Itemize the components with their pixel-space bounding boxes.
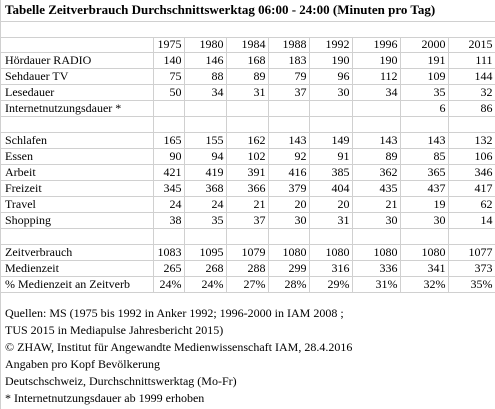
value-cell: 1080	[352, 245, 400, 261]
value-cell: 106	[448, 149, 495, 165]
value-cell: 109	[400, 69, 448, 85]
row-label: Freizeit	[1, 181, 153, 197]
value-cell: 96	[309, 69, 352, 85]
source-note: Quellen: MS (1975 bis 1992 in Anker 1992; 1996-2000 in IAM 2008 ;	[5, 306, 344, 320]
value-cell: 419	[184, 165, 226, 181]
value-cell: 345	[153, 181, 184, 197]
year-header-cell: 1980	[184, 37, 226, 53]
table-row	[1, 277, 495, 293]
value-cell	[184, 229, 226, 245]
value-cell: 29%	[309, 277, 352, 293]
value-cell: 365	[400, 165, 448, 181]
value-cell: 35%	[448, 277, 495, 293]
row-label: Internetnutzungsdauer *	[1, 101, 153, 117]
value-cell	[400, 117, 448, 133]
table-row	[1, 85, 495, 101]
year-header-cell: 1975	[153, 37, 184, 53]
table-row	[1, 69, 495, 85]
value-cell: 30	[352, 213, 400, 229]
table-row	[1, 149, 495, 165]
table-row	[1, 245, 495, 261]
source-note: * Internetnutzungsdauer ab 1999 erhoben	[5, 391, 205, 405]
value-cell	[268, 101, 309, 117]
value-cell: 28%	[268, 277, 309, 293]
value-cell	[226, 229, 268, 245]
value-cell: 50	[153, 85, 184, 101]
value-cell: 112	[352, 69, 400, 85]
table-row	[1, 197, 495, 213]
time-usage-table	[1, 37, 495, 293]
value-cell: 34	[352, 85, 400, 101]
value-cell: 86	[448, 101, 495, 117]
value-cell: 14	[448, 213, 495, 229]
year-header-cell: 2000	[400, 37, 448, 53]
value-cell: 88	[184, 69, 226, 85]
notes-block	[1, 305, 495, 407]
value-cell: 316	[309, 261, 352, 277]
year-header-cell: 1988	[268, 37, 309, 53]
value-cell: 21	[226, 197, 268, 213]
row-label: Essen	[1, 149, 153, 165]
value-cell: 341	[400, 261, 448, 277]
row-label: Hördauer RADIO	[1, 53, 153, 69]
value-cell: 89	[352, 149, 400, 165]
value-cell: 20	[309, 197, 352, 213]
year-header-cell: 1992	[309, 37, 352, 53]
row-label: Schlafen	[1, 133, 153, 149]
value-cell: 62	[448, 197, 495, 213]
value-cell: 85	[400, 149, 448, 165]
source-note: TUS 2015 in Mediapulse Jahresbericht 2015)	[5, 323, 224, 337]
empty-row	[1, 117, 495, 133]
value-cell	[226, 117, 268, 133]
value-cell: 31%	[352, 277, 400, 293]
value-cell	[400, 229, 448, 245]
value-cell	[153, 101, 184, 117]
year-header-cell: 1996	[352, 37, 400, 53]
value-cell: 165	[153, 133, 184, 149]
table-row	[1, 133, 495, 149]
value-cell	[448, 117, 495, 133]
value-cell: 140	[153, 53, 184, 69]
value-cell: 31	[226, 85, 268, 101]
row-label: Sehdauer TV	[1, 69, 153, 85]
value-cell: 32	[448, 85, 495, 101]
value-cell: 24%	[184, 277, 226, 293]
value-cell: 362	[352, 165, 400, 181]
value-cell: 102	[226, 149, 268, 165]
value-cell: 168	[226, 53, 268, 69]
value-cell: 79	[268, 69, 309, 85]
row-label: Arbeit	[1, 165, 153, 181]
value-cell: 190	[352, 53, 400, 69]
table-row	[1, 261, 495, 277]
value-cell: 90	[153, 149, 184, 165]
table-row	[1, 181, 495, 197]
value-cell: 416	[268, 165, 309, 181]
value-cell	[184, 117, 226, 133]
year-header-cell: 2015	[448, 37, 495, 53]
value-cell: 94	[184, 149, 226, 165]
value-cell: 143	[400, 133, 448, 149]
row-label	[1, 229, 153, 245]
value-cell: 1080	[268, 245, 309, 261]
value-cell: 24	[153, 197, 184, 213]
value-cell: 336	[352, 261, 400, 277]
value-cell: 30	[400, 213, 448, 229]
value-cell: 27%	[226, 277, 268, 293]
value-cell	[309, 117, 352, 133]
value-cell: 6	[400, 101, 448, 117]
value-cell	[352, 117, 400, 133]
value-cell	[352, 101, 400, 117]
value-cell: 146	[184, 53, 226, 69]
row-label: Medienzeit	[1, 261, 153, 277]
value-cell: 30	[268, 213, 309, 229]
table-row	[1, 213, 495, 229]
value-cell: 75	[153, 69, 184, 85]
value-cell: 1083	[153, 245, 184, 261]
value-cell: 92	[268, 149, 309, 165]
row-label: Shopping	[1, 213, 153, 229]
value-cell: 143	[352, 133, 400, 149]
value-cell: 190	[309, 53, 352, 69]
value-cell	[309, 229, 352, 245]
value-cell: 1080	[309, 245, 352, 261]
value-cell: 34	[184, 85, 226, 101]
value-cell: 30	[309, 85, 352, 101]
value-cell: 1079	[226, 245, 268, 261]
value-cell: 38	[153, 213, 184, 229]
value-cell: 366	[226, 181, 268, 197]
value-cell: 265	[153, 261, 184, 277]
value-cell: 385	[309, 165, 352, 181]
value-cell: 191	[400, 53, 448, 69]
value-cell	[184, 101, 226, 117]
value-cell: 32%	[400, 277, 448, 293]
value-cell: 373	[448, 261, 495, 277]
value-cell: 37	[268, 85, 309, 101]
value-cell: 144	[448, 69, 495, 85]
source-note: © ZHAW, Institut für Angewandte Medienwissenschaft IAM, 28.4.2016	[5, 340, 353, 354]
source-note: Deutschschweiz, Durchschnittswerktag (Mo-Fr)	[5, 374, 237, 388]
value-cell: 368	[184, 181, 226, 197]
value-cell: 19	[400, 197, 448, 213]
value-cell	[268, 229, 309, 245]
value-cell: 299	[268, 261, 309, 277]
value-cell	[226, 101, 268, 117]
value-cell: 91	[309, 149, 352, 165]
value-cell: 24	[184, 197, 226, 213]
empty-row	[1, 229, 495, 245]
value-cell: 20	[268, 197, 309, 213]
value-cell: 1080	[400, 245, 448, 261]
value-cell: 149	[309, 133, 352, 149]
source-note: Angaben pro Kopf Bevölkerung	[5, 357, 160, 371]
value-cell: 162	[226, 133, 268, 149]
value-cell: 143	[268, 133, 309, 149]
table-title: Tabelle Zeitverbrauch Durchschnittswerktag 06:00 - 24:00 (Minuten pro Tag)	[1, 0, 495, 22]
value-cell	[352, 229, 400, 245]
year-header-cell: 1984	[226, 37, 268, 53]
table-row	[1, 165, 495, 181]
row-label: % Medienzeit an Zeitverb	[1, 277, 153, 293]
value-cell: 404	[309, 181, 352, 197]
value-cell	[153, 229, 184, 245]
value-cell: 111	[448, 53, 495, 69]
value-cell: 391	[226, 165, 268, 181]
value-cell: 24%	[153, 277, 184, 293]
value-cell: 379	[268, 181, 309, 197]
value-cell: 417	[448, 181, 495, 197]
value-cell: 435	[352, 181, 400, 197]
value-cell	[309, 101, 352, 117]
value-cell: 35	[184, 213, 226, 229]
value-cell	[268, 117, 309, 133]
row-label: Zeitverbrauch	[1, 245, 153, 261]
value-cell: 268	[184, 261, 226, 277]
value-cell: 183	[268, 53, 309, 69]
value-cell: 37	[226, 213, 268, 229]
value-cell: 31	[309, 213, 352, 229]
table-row	[1, 53, 495, 69]
value-cell: 1077	[448, 245, 495, 261]
value-cell: 421	[153, 165, 184, 181]
value-cell	[153, 117, 184, 133]
row-label: Travel	[1, 197, 153, 213]
value-cell	[448, 229, 495, 245]
value-cell: 155	[184, 133, 226, 149]
value-cell: 132	[448, 133, 495, 149]
value-cell: 35	[400, 85, 448, 101]
header-row	[1, 37, 495, 53]
row-label: Lesedauer	[1, 85, 153, 101]
value-cell: 89	[226, 69, 268, 85]
row-label	[1, 117, 153, 133]
value-cell: 437	[400, 181, 448, 197]
value-cell: 346	[448, 165, 495, 181]
value-cell: 21	[352, 197, 400, 213]
value-cell: 1095	[184, 245, 226, 261]
value-cell: 288	[226, 261, 268, 277]
spacer-row	[1, 22, 495, 38]
row-label	[1, 37, 153, 53]
table-row	[1, 101, 495, 117]
